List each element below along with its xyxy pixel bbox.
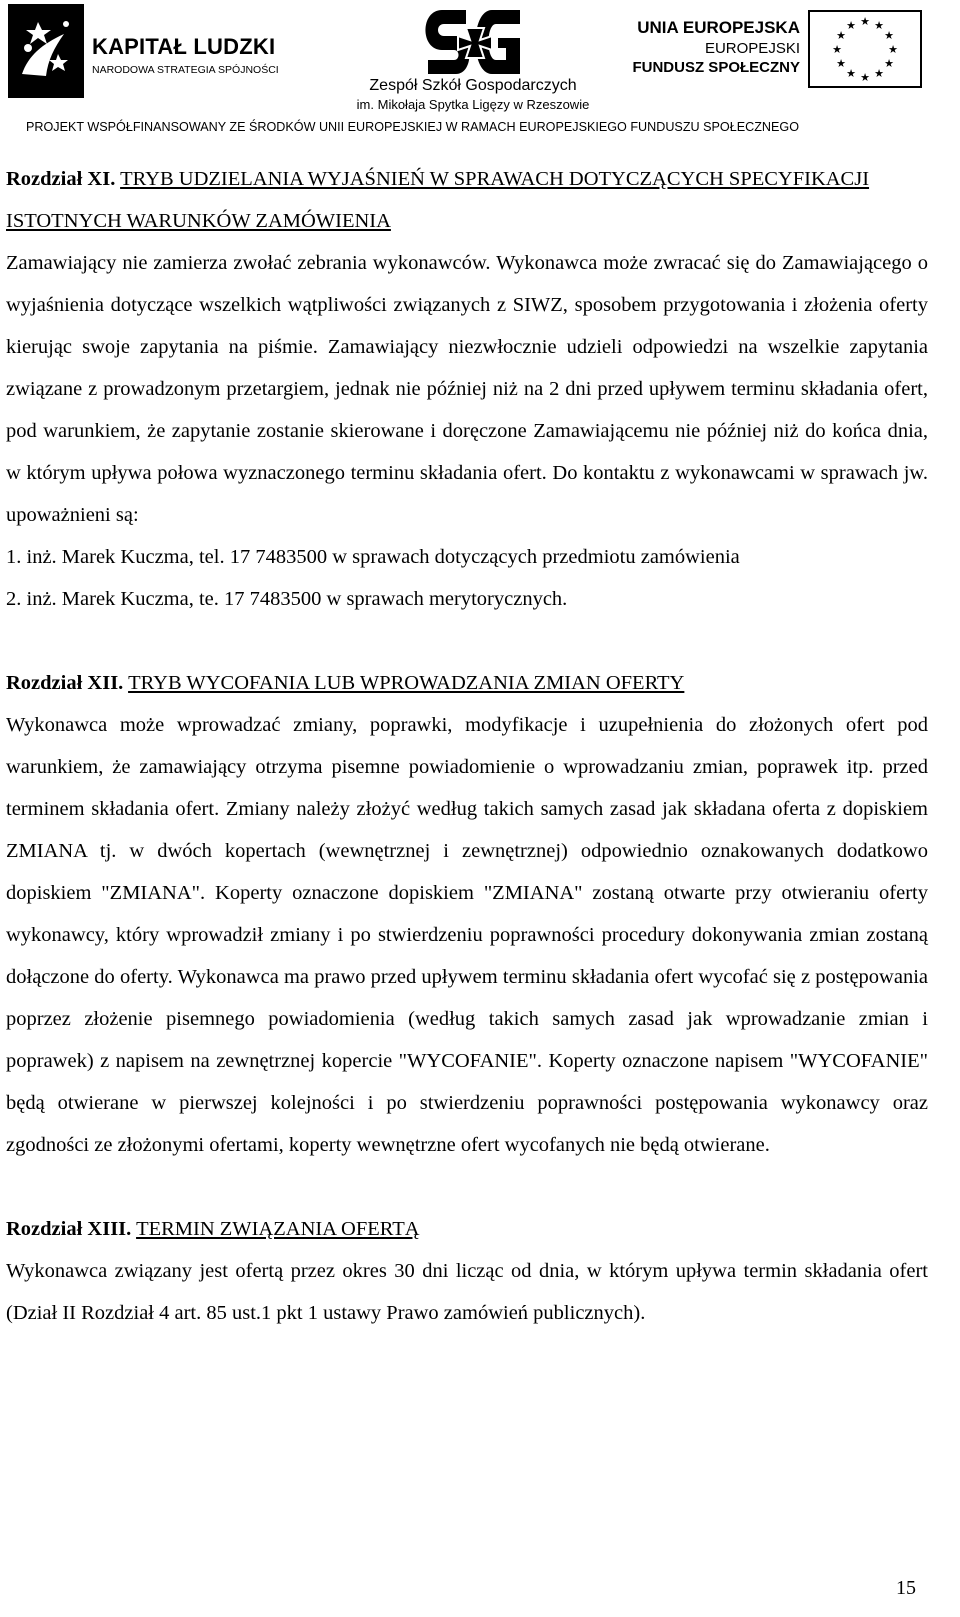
section-11-heading: TRYB UDZIELANIA WYJAŚNIEŃ W SPRAWACH DOTYCZĄCYCH SPECYFIKACJI ISTOTNYCH WARUNKÓW ZAMÓWIENIA [6, 168, 870, 232]
project-cofinancing-line: PROJEKT WSPÓŁFINANSOWANY ZE ŚRODKÓW UNII EUROPEJSKIEJ W RAMACH EUROPEJSKIEGO FUNDUSZU SPOŁECZNEGO [26, 120, 799, 134]
section-13-title [6, 1208, 928, 1250]
kapital-ludzki-logo [8, 4, 308, 104]
section-13-heading: TERMIN ZWIĄZANIA OFERTĄ [136, 1218, 420, 1240]
school-logo [318, 0, 628, 118]
svg-text:★: ★ [874, 19, 884, 32]
contact-item-2: 2. inż. Marek Kuczma, te. 17 7483500 w sprawach merytorycznych. [6, 588, 568, 610]
svg-text:★: ★ [860, 15, 870, 28]
school-name: Zespół Szkół Gospodarczych [369, 77, 577, 94]
kapital-ludzki-emblem-icon [8, 4, 84, 98]
eu-fund-label-line1: EUROPEJSKI [704, 40, 800, 57]
section-11-title [6, 158, 928, 242]
section-11-label: Rozdział XI. [6, 168, 116, 190]
eu-flag-icon [808, 10, 922, 88]
contact-item-1: 1. inż. Marek Kuczma, tel. 17 7483500 w sprawach dotyczących przedmiotu zamówienia [6, 546, 740, 568]
school-emblem-icon [420, 4, 530, 80]
svg-text:★: ★ [888, 43, 898, 56]
page-header [0, 0, 960, 150]
eu-union-label: UNIA EUROPEJSKA [637, 18, 800, 37]
svg-text:★: ★ [884, 29, 894, 42]
svg-text:★: ★ [836, 29, 846, 42]
eu-fund-label-line2: FUNDUSZ SPOŁECZNY [632, 59, 800, 76]
section-13-body: Wykonawca związany jest ofertą przez okres 30 dni licząc od dnia, w którym upływa termin składania ofert (Dział II Rozdział 4 art. 85 ust.1 pkt 1 ustawy Prawo zamówień publicznych). [6, 1260, 928, 1324]
section-13-label: Rozdział XIII. [6, 1218, 132, 1240]
svg-text:★: ★ [836, 57, 846, 70]
section-12-heading: TRYB WYCOFANIA LUB WPROWADZANIA ZMIAN OFERTY [128, 672, 685, 694]
svg-text:★: ★ [846, 19, 856, 32]
section-12-title [6, 662, 928, 704]
section-12-body: Wykonawca może wprowadzać zmiany, poprawki, modyfikacje i uzupełnienia do złożonych ofert pod warunkiem, że zamawiający otrzyma pisemne powiadomienie o wprowadzaniu zmian, poprawek itp. przed terminem składania ofert. Zmiany należy złożyć według takich samych zasad jak składana oferta z dopiskiem ZMIANA tj. w dwóch kopertach (wewnętrznej i zewnętrznej) odpowiednio oznakowanych dodatkowo dopiskiem "ZMIANA". Koperty oznaczone dopiskiem "ZMIANA" zostaną otwarte przy otwieraniu oferty wykonawcy, który wprowadził zmiany i po stwierdzeniu poprawności procedury dokonywania zmian zostaną dołączone do oferty. Wykonawca ma prawo przed upływem terminu składania ofert wycofać się z postępowania poprzez złożenie pisemnego powiadomienia (według takich samych zasad jak wprowadzanie zmian i poprawek) z napisem na zewnętrznej kopercie "WYCOFANIE". Koperty oznaczone napisem "WYCOFANIE" będą otwierane w pierwszej kolejności i po stwierdzeniu poprawności postępowania wykonawcy oraz zgodności ze złożonymi ofertami, koperty wewnętrzne ofert wycofanych nie będą otwierane. [6, 714, 928, 1156]
svg-text:★: ★ [860, 71, 870, 84]
svg-text:★: ★ [874, 67, 884, 80]
document-body [6, 158, 928, 1334]
page-number: 15 [896, 1577, 916, 1599]
section-12-label: Rozdział XII. [6, 672, 124, 694]
section-11-body: Zamawiający nie zamierza zwołać zebrania wykonawców. Wykonawca może zwracać się do Zamawiającego o wyjaśnienia dotyczące wszelkich wątpliwości związanych z SIWZ, sposobem przygotowania i złożenia oferty kierując swoje zapytania na piśmie. Zamawiający niezwłocznie udzieli odpowiedzi na wszelkie zapytania związane z prowadzonym przetargiem, jednak nie później niż na 2 dni przed upływem terminu składania ofert, pod warunkiem, że zapytanie zostanie skierowane i doręczone Zamawiającemu nie później niż do końca dnia, w którym upływa połowa wyznaczonego terminu składania ofert. Do kontaktu z wykonawcami w sprawach jw. upoważnieni są: [6, 252, 928, 526]
kapital-ludzki-subtitle: NARODOWA STRATEGIA SPÓJNOŚCI [92, 64, 279, 76]
eu-logo [632, 8, 932, 98]
kapital-ludzki-title: KAPITAŁ LUDZKI [92, 34, 276, 59]
svg-text:★: ★ [832, 43, 842, 56]
svg-text:★: ★ [846, 67, 856, 80]
school-patron: im. Mikołaja Spytka Ligęzy w Rzeszowie [356, 97, 590, 112]
svg-text:★: ★ [884, 57, 894, 70]
